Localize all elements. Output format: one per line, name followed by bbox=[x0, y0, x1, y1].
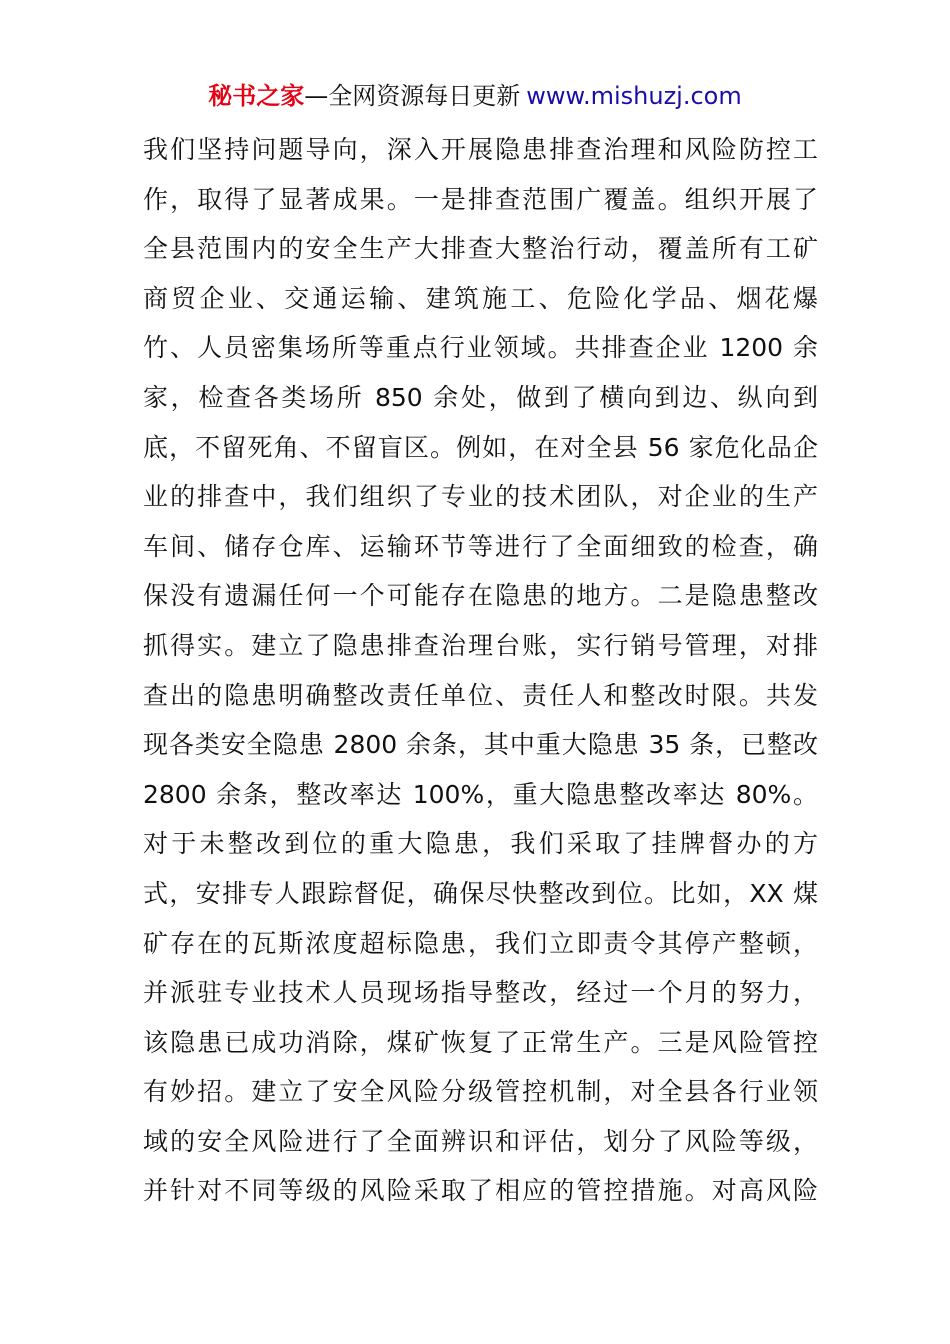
paragraph-line: 并针对不同等级的风险采取了相应的管控措施。对高风险 bbox=[143, 1176, 818, 1206]
paragraph-line: 家，检查各类场所 850 余处，做到了横向到边、纵向到 bbox=[143, 382, 818, 412]
paragraph-line: 竹、人员密集场所等重点行业领域。共排查企业 1200 余 bbox=[143, 333, 818, 363]
paragraph-line: 保没有遗漏任何一个可能存在隐患的地方。二是隐患整改 bbox=[143, 581, 818, 611]
paragraph-line: 该隐患已成功消除，煤矿恢复了正常生产。三是风险管控 bbox=[143, 1027, 818, 1057]
paragraph-line: 对于未整改到位的重大隐患，我们采取了挂牌督办的方 bbox=[143, 829, 818, 859]
paragraph-line: 现各类安全隐患 2800 余条，其中重大隐患 35 条，已整改 bbox=[143, 730, 818, 760]
paragraph-line: 底，不留死角、不留盲区。例如，在对全县 56 家危化品企 bbox=[143, 432, 818, 462]
site-header bbox=[0, 78, 950, 114]
paragraph-line: 业的排查中，我们组织了专业的技术团队，对企业的生产 bbox=[143, 482, 818, 512]
paragraph-line: 有妙招。建立了安全风险分级管控机制，对全县各行业领 bbox=[143, 1077, 818, 1107]
paragraph-line: 域的安全风险进行了全面辨识和评估，划分了风险等级， bbox=[143, 1126, 818, 1156]
paragraph-line: 查出的隐患明确整改责任单位、责任人和整改时限。共发 bbox=[143, 680, 818, 710]
paragraph-line: 车间、储存仓库、运输环节等进行了全面细致的检查，确 bbox=[143, 531, 818, 561]
paragraph-line: 全县范围内的安全生产大排查大整治行动，覆盖所有工矿 bbox=[143, 234, 818, 264]
paragraph-line: 矿存在的瓦斯浓度超标隐患，我们立即责令其停产整顿， bbox=[143, 928, 818, 958]
paragraph-line: 作，取得了显著成果。一是排查范围广覆盖。组织开展了 bbox=[143, 184, 818, 214]
paragraph-line: 2800 余条，整改率达 100%，重大隐患整改率达 80%。 bbox=[143, 779, 818, 809]
paragraph-line: 抓得实。建立了隐患排查治理台账，实行销号管理，对排 bbox=[143, 630, 818, 660]
paragraph-line: 商贸企业、交通运输、建筑施工、危险化学品、烟花爆 bbox=[143, 283, 818, 313]
site-url-link[interactable]: www.mishuzj.com bbox=[526, 82, 742, 110]
paragraph-line: 式，安排专人跟踪督促，确保尽快整改到位。比如，XX 煤 bbox=[143, 878, 818, 908]
brand-name: 秘书之家 bbox=[208, 82, 305, 110]
paragraph-line: 我们坚持问题导向，深入开展隐患排查治理和风险防控工 bbox=[143, 135, 818, 164]
paragraph-line: 并派驻专业技术人员现场指导整改，经过一个月的努力， bbox=[143, 978, 818, 1008]
header-tagline: —全网资源每日更新 bbox=[304, 82, 521, 110]
document-body bbox=[143, 125, 818, 1216]
